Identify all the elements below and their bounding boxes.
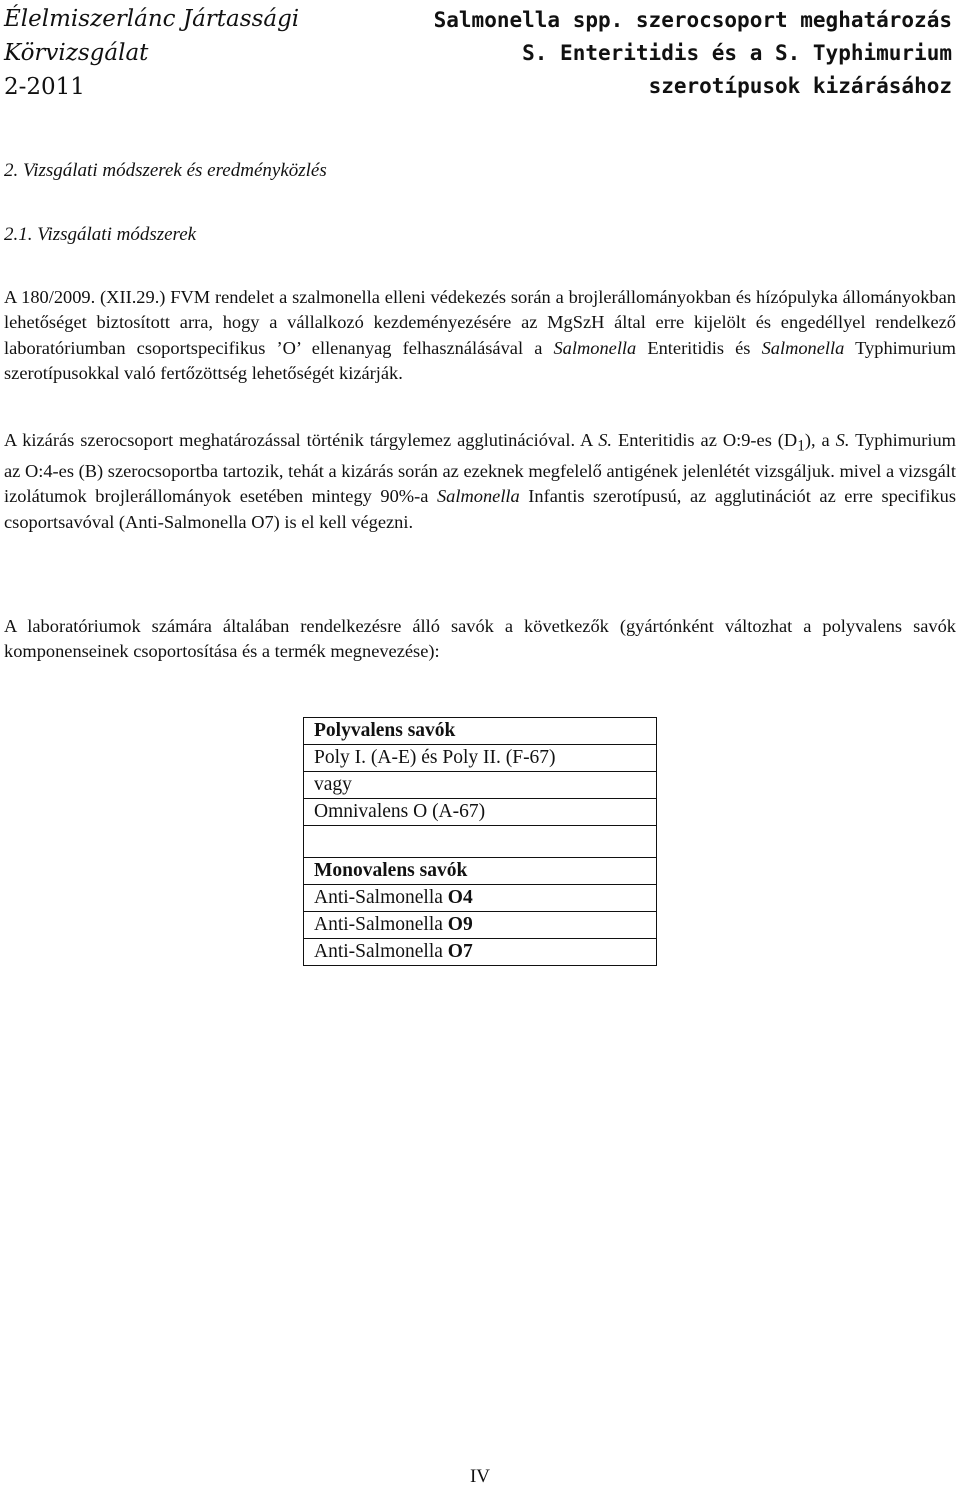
section-subheading: 2.1. Vizsgálati módszerek (4, 224, 197, 245)
para2-text-d: Typhimurium az O:4-es (B) szerocsoportba tartozik, tehát a kizárás során az ezeknek megfelelő antigének jelenlétét vizsgáljuk. mivel a vizsgált izolátumok brojlerállományok esetében mintegy 90%-a (4, 430, 956, 507)
polyvalent-item: vagy (304, 772, 657, 799)
table-row (304, 772, 657, 799)
monovalent-code: O4 (447, 887, 473, 908)
paragraph-regulation (4, 285, 956, 386)
para2-text-a: A kizárás szerocsoport meghatározással történik tárgylemez agglutinációval. A (4, 430, 599, 450)
header-topic-line3: szerotípusok kizárásához (648, 74, 952, 98)
table-row (304, 745, 657, 772)
para2-italic-2: S. (835, 430, 850, 450)
sera-table (303, 717, 657, 966)
para1-text-a: A 180/2009. (XII.29.) FVM rendelet a szalmonella elleni védekezés során a brojlerállományokban és hízópulyka állományokban lehetőséget biztosított arra, hogy a vállalkozó kezdeményezésére az MgSzH által erre kijelölt és engedéllyel rendelkező laboratóriumban csoportspecifikus ’O’ ellenanyag felhasználásával a (4, 287, 956, 358)
header-program-title: Élelmiszerlánc Jártassági (4, 6, 300, 32)
monovalent-prefix: Anti-Salmonella (314, 941, 448, 962)
para1-text-b: Enteritidis és (636, 337, 762, 358)
header-program-subtitle: Körvizsgálat (4, 40, 149, 66)
table-row (304, 858, 657, 885)
para1-italic-2: Salmonella (761, 337, 845, 358)
section-heading: 2. Vizsgálati módszerek és eredményközlés (4, 160, 327, 181)
paragraph-available-sera: A laboratóriumok számára általában rendelkezésre álló savók a következők (gyártónként változhat a polyvalens savók komponenseinek csoportosítása és a termék megnevezése): (4, 616, 956, 662)
table-spacer-row (304, 826, 657, 858)
monovalent-code: O7 (447, 941, 473, 962)
para2-text-e: Infantis szerotípusú, az agglutinációt az erre specifikus csoportsavóval (Anti-Salmonella O7) is el kell végezni. (4, 486, 957, 532)
header-topic-line2: S. Enteritidis és a S. Typhimurium (522, 41, 952, 65)
header-topic-line1: Salmonella spp. szerocsoport meghatározás (433, 8, 952, 32)
empty-cell (304, 826, 657, 858)
header-program-code: 2-2011 (4, 74, 85, 100)
polyvalent-item: Omnivalens O (A-67) (304, 799, 657, 826)
monovalent-header: Monovalens savók (304, 858, 657, 885)
page-number: IV (469, 1466, 491, 1487)
paragraph-exclusion (4, 428, 956, 535)
para1-text-c: Typhimurium szerotípusokkal való fertőzöttség lehetőségét kizárják. (4, 337, 956, 383)
monovalent-prefix: Anti-Salmonella (314, 914, 448, 935)
para1-italic-1: Salmonella (553, 337, 637, 358)
para2-subscript: 1 (797, 437, 805, 455)
header-right (434, 4, 952, 103)
para2-italic-3: Salmonella (436, 486, 520, 507)
para2-italic-1: S. (598, 430, 613, 450)
table-row (304, 799, 657, 826)
para2-text-c: ), a (804, 430, 836, 450)
para2-text-b: Enteritidis az O:9-es (D (612, 430, 798, 450)
monovalent-code: O9 (447, 914, 473, 935)
table-row (304, 885, 657, 912)
header-left (4, 2, 299, 104)
table-row (304, 912, 657, 939)
monovalent-item (304, 912, 657, 939)
monovalent-item (304, 939, 657, 966)
polyvalent-item: Poly I. (A-E) és Poly II. (F-67) (304, 745, 657, 772)
table-row (304, 718, 657, 745)
table-row (304, 939, 657, 966)
monovalent-prefix: Anti-Salmonella (314, 887, 448, 908)
polyvalent-header: Polyvalens savók (304, 718, 657, 745)
monovalent-item (304, 885, 657, 912)
